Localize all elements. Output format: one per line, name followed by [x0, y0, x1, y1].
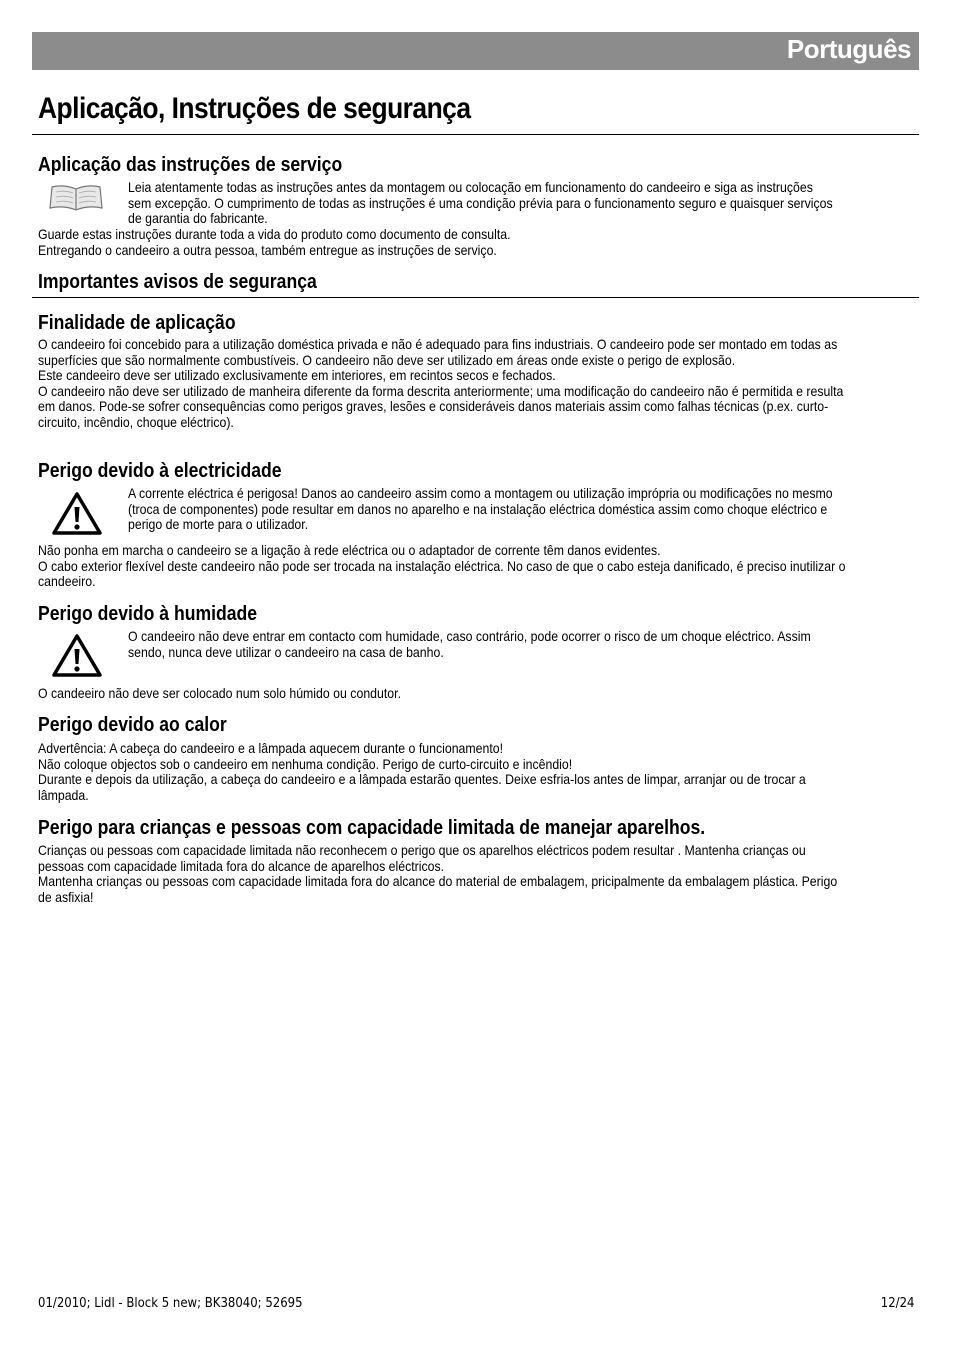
warning-triangle-icon	[52, 634, 102, 677]
section-heading-humidity: Perigo devido à humidade	[38, 603, 258, 625]
paragraph: O candeeiro não deve ser utilizado de manheira diferente da forma descrita anteriormente; uma modificação do candeeiro não é permitida e resulta em danos. Pode-se sofrer consequências como perigos graves, lesões e consideráveis danos materiais assim como falhas técnicas (p.ex. curto-circuito, incêndio, choque eléctrico).	[38, 382, 844, 430]
warnings-divider	[32, 297, 919, 298]
title-divider	[32, 134, 919, 135]
page-title: Aplicação, Instruções de segurança	[38, 92, 471, 125]
section-heading-purpose: Finalidade de aplicação	[38, 312, 236, 334]
paragraph: Não coloque objectos sob o candeeiro em nenhuma condição. Perigo de curto-circuito e incêndio!	[38, 755, 573, 772]
paragraph: O cabo exterior flexível deste candeeiro não pode ser trocada na instalação eléctrica. No caso de que o cabo esteja danificado, é preciso inutilizar o candeeiro.	[38, 557, 846, 590]
footer-document-info: 01/2010; Lidl - Block 5 new; BK38040; 52695	[38, 1296, 303, 1311]
paragraph: Entregando o candeeiro a outra pessoa, também entregue as instruções de serviço.	[38, 241, 497, 258]
language-label: Português	[786, 34, 911, 64]
paragraph: O candeeiro não deve ser colocado num solo húmido ou condutor.	[38, 685, 401, 701]
instructions-body	[38, 227, 848, 258]
paragraph: O candeeiro foi concebido para a utilização doméstica privada e não é adequado para fins industriais. O candeeiro pode ser montado em todas as superfícies que são normalmente combustíveis. O candeeiro não deve ser utilizado em áreas onde existe o perigo de explosão.	[38, 336, 838, 368]
paragraph: Guarde estas instruções durante toda a vida do produto como documento de consulta.	[38, 226, 511, 242]
language-bar	[32, 32, 919, 70]
paragraph: Não ponha em marcha o candeeiro se a ligação à rede eléctrica ou o adaptador de corrente têm danos evidentes.	[38, 542, 661, 558]
electricity-body	[38, 543, 848, 590]
humidity-intro: O candeeiro não deve entrar em contacto com humidade, caso contrário, pode ocorrer o risco de um choque eléctrico. Assim sendo, nunca deve utilizar o candeeiro na casa de banho.	[128, 628, 811, 660]
electricity-intro: A corrente eléctrica é perigosa! Danos ao candeeiro assim como a montagem ou utilização imprópria ou modificações no mesmo (troca de componentes) pode resultar em danos no aparelho e na instalação eléctrica doméstica assim como choque eléctrico e perigo de morte para o utilizador.	[128, 485, 833, 533]
section-heading-children: Perigo para crianças e pessoas com capacidade limitada de manejar aparelhos.	[38, 817, 706, 839]
humidity-body	[38, 686, 848, 702]
section-heading-heat: Perigo devido ao calor	[38, 714, 227, 736]
paragraph: Mantenha crianças ou pessoas com capacidade limitada fora do alcance do material de embalagem, pricipalmente da embalagem plástica. Perigo de asfixia!	[38, 873, 838, 905]
paragraph: Durante e depois da utilização, a cabeça do candeeiro e a lâmpada estarão quentes. Deixe esfria-los antes de limpar, arranjar ou de trocar a lâmpada.	[38, 771, 806, 803]
footer-page-number: 12/24	[880, 1296, 914, 1311]
instructions-intro: Leia atentamente todas as instruções antes da montagem ou colocação em funcionamento do candeeiro e siga as instruções sem excepção. O cumprimento de todas as instruções é uma condição prévia para o funcionamento seguro e quaisquer serviços de garantia do fabricante.	[128, 179, 833, 227]
section-heading-electricity: Perigo devido à electricidade	[38, 460, 282, 482]
section-heading-instructions: Aplicação das instruções de serviço	[38, 154, 343, 176]
heat-body	[38, 741, 848, 803]
section-heading-warnings: Importantes avisos de segurança	[38, 271, 317, 293]
warning-triangle-icon	[52, 492, 102, 535]
purpose-body	[38, 337, 848, 431]
children-body	[38, 843, 848, 905]
open-book-icon	[48, 183, 104, 213]
paragraph: Advertência: A cabeça do candeeiro e a lâmpada aquecem durante o funcionamento!	[38, 740, 504, 756]
paragraph: Crianças ou pessoas com capacidade limitada não reconhecem o perigo que os aparelhos eléctricos podem resultar . Mantenha crianças ou pessoas com capacidade limitada fora do alcance de aparelhos eléctricos.	[38, 842, 806, 874]
paragraph: Este candeeiro deve ser utilizado exclusivamente em interiores, em recintos secos e fechados.	[38, 367, 556, 384]
